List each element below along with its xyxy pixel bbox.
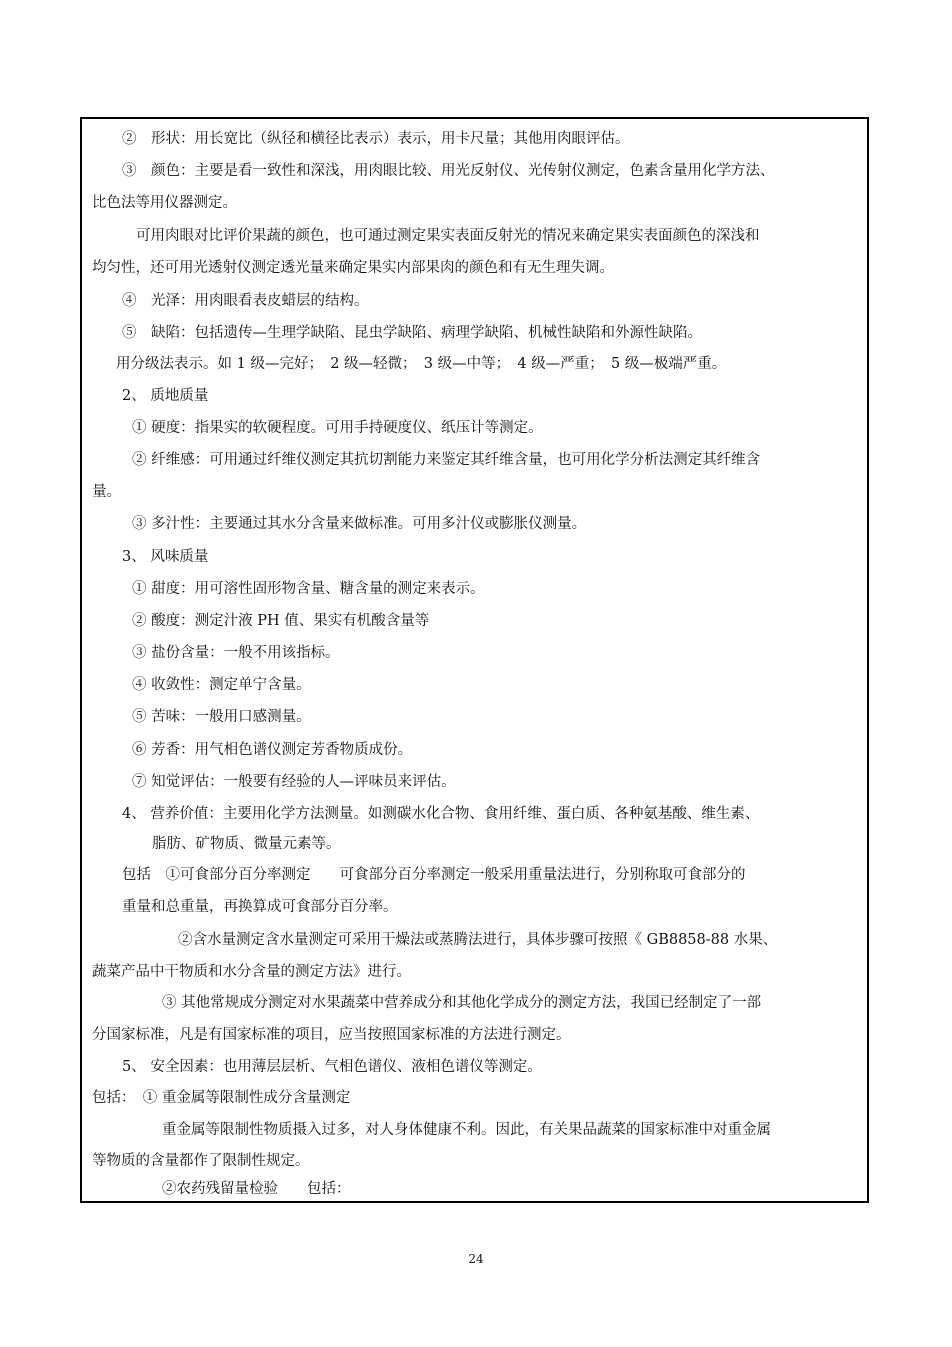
text-line: ① 甜度：用可溶性固形物含量、糖含量的测定来表示。 bbox=[132, 581, 485, 597]
text-line: ② 纤维感：可用通过纤维仪测定其抗切割能力来鉴定其纤维含量，也可用化学分析法测定其纤维含 bbox=[132, 452, 761, 468]
text-line: 用分级法表示。如 1 级—完好； 2 级—轻微； 3 级—中等； 4 级—严重； 5 级—极端严重。 bbox=[116, 356, 727, 372]
text-line: 均匀性，还可用光透射仪测定透光量来确定果实内部果肉的颜色和有无生理失调。 bbox=[92, 260, 614, 276]
text-line: ② 形状：用长宽比（纵径和横径比表示）表示，用卡尺量；其他用肉眼评估。 bbox=[122, 131, 630, 147]
text-line: ⑤ 苦味：一般用口感测量。 bbox=[132, 709, 311, 725]
text-line: ③ 盐份含量：一般不用该指标。 bbox=[132, 645, 340, 661]
text-line: 分国家标准，凡是有国家标准的项目，应当按照国家标准的方法进行测定。 bbox=[92, 1027, 571, 1043]
text-line: ⑥ 芳香：用气相色谱仪测定芳香物质成份。 bbox=[132, 742, 413, 758]
text-line: ②含水量测定含水量测定可采用干燥法或蒸腾法进行，具体步骤可按照《 GB8858-88 水果、 bbox=[178, 932, 778, 948]
text-line: 包括： ① 重金属等限制性成分含量测定 bbox=[92, 1090, 351, 1106]
text-line: 脂肪、矿物质、微量元素等。 bbox=[152, 836, 341, 852]
text-line: ③ 多汁性：主要通过其水分含量来做标准。可用多汁仪或膨胀仪测量。 bbox=[132, 516, 587, 532]
text-line: ③ 颜色：主要是看一致性和深浅，用肉眼比较、用光反射仪、光传射仪测定，色素含量用化学方法、 bbox=[122, 163, 775, 179]
text-line: ⑤ 缺陷：包括遗传—生理学缺陷、昆虫学缺陷、病理学缺陷、机械性缺陷和外源性缺陷。 bbox=[122, 325, 702, 341]
text-line: 等物质的含量都作了限制性规定。 bbox=[92, 1153, 310, 1169]
section-heading: 2、 质地质量 bbox=[122, 388, 209, 404]
content-table-cell bbox=[80, 117, 869, 1203]
text-line: 蔬菜产品中干物质和水分含量的测定方法》进行。 bbox=[92, 964, 411, 980]
section-heading: 3、 风味质量 bbox=[122, 549, 209, 565]
text-line: ⑦ 知觉评估：一般要有经验的人—评味员来评估。 bbox=[132, 774, 456, 790]
text-line: ④ 光泽：用肉眼看表皮蜡层的结构。 bbox=[122, 293, 369, 309]
text-line: ③ 其他常规成分测定对水果蔬菜中营养成分和其他化学成分的测定方法，我国已经制定了一部 bbox=[162, 995, 762, 1011]
section-heading: 4、 营养价值：主要用化学方法测量。如测碳水化合物、食用纤维、蛋白质、各种氨基酸、维生素、 bbox=[122, 806, 760, 822]
text-line: 比色法等用仪器测定。 bbox=[92, 195, 237, 211]
text-line: ②农药残留量检验 包括： bbox=[162, 1181, 351, 1197]
text-line: 包括 ①可食部分百分率测定 可食部分百分率测定一般采用重量法进行，分别称取可食部分的 bbox=[122, 867, 746, 883]
text-line: ④ 收敛性：测定单宁含量。 bbox=[132, 677, 311, 693]
text-line: ① 硬度：指果实的软硬程度。可用手持硬度仪、纸压计等测定。 bbox=[132, 420, 543, 436]
text-line: ② 酸度：测定汁液 PH 值、果实有机酸含量等 bbox=[132, 613, 430, 629]
section-heading: 5、 安全因素：也用薄层层析、气相色谱仪、液相色谱仪等测定。 bbox=[122, 1059, 542, 1075]
text-line: 可用肉眼对比评价果蔬的颜色，也可通过测定果实表面反射光的情况来确定果实表面颜色的深浅和 bbox=[136, 228, 760, 244]
text-line: 重金属等限制性物质摄入过多，对人身体健康不利。因此，有关果品蔬菜的国家标准中对重金属 bbox=[162, 1122, 771, 1138]
page-number: 24 bbox=[468, 1252, 484, 1266]
text-line: 重量和总重量，再换算成可食部分百分率。 bbox=[122, 899, 398, 915]
text-line: 量。 bbox=[92, 484, 121, 500]
